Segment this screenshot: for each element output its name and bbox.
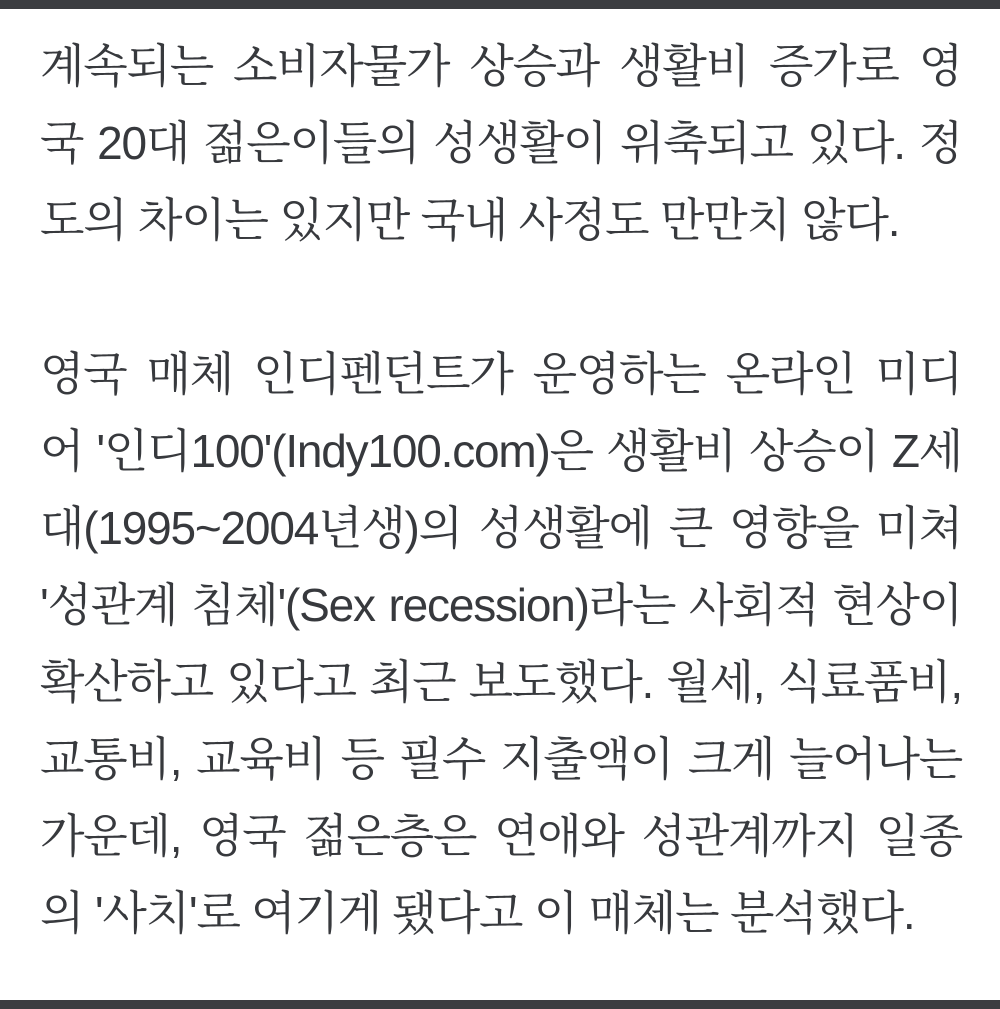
bottom-image-edge (0, 1000, 1000, 1009)
top-image-edge (0, 0, 1000, 9)
article-paragraph: 계속되는 소비자물가 상승과 생활비 증가로 영국 20대 젊은이들의 성생활이 위축되고 있다. 정도의 차이는 있지만 국내 사정도 만만치 않다. (40, 40, 962, 246)
article-paragraph: 영국 매체 인디펜던트가 운영하는 온라인 미디어 '인디100'(Indy100.com)은 생활비 상승이 Z세대(1995~2004년생)의 성생활에 큰 영향을 미쳐 '성관계 침체'(Sex recession)라는 사회적 현상이 확산하고 있다고 최근 보도했다. 월세, 식료품비, 교통비, 교육비 등 필수 지출액이 크게 늘어나는 가운데, 영국 젊은층은 연애와 성관계까지 일종의 '사치'로 여기게 됐다고 이 매체는 분석했다. (40, 348, 962, 939)
article-body (40, 28, 962, 952)
